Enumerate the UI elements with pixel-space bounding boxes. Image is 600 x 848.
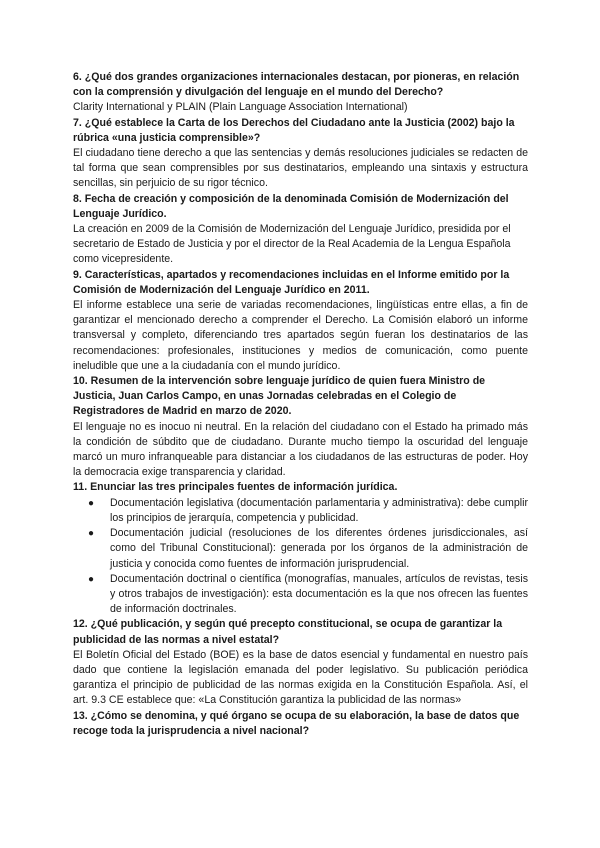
sources-list	[73, 496, 528, 618]
question-6: 6. ¿Qué dos grandes organizaciones internacionales destacan, por pioneras, en relación con la comprensión y divulgación del lenguaje en el mundo del Derecho?	[73, 71, 520, 99]
question-11: 11. Enunciar las tres principales fuentes de información jurídica.	[73, 481, 398, 494]
question-10: 10. Resumen de la intervención sobre lenguaje jurídico de quien fuera Ministro de Justicia, Juan Carlos Campo, en unas Jornadas celebradas en el Colegio de Registradores de Madrid en marzo de 2020.	[73, 375, 486, 418]
question-8: 8. Fecha de creación y composición de la denominada Comisión de Modernización del Lenguaje Jurídico.	[73, 192, 509, 220]
answer-8: La creación en 2009 de la Comisión de Modernización del Lenguaje Jurídico, presidida por el secretario de Estado de Justicia y por el director de la Real Academia de la Lengua Española como vicepresidente.	[73, 223, 511, 266]
answer-7: El ciudadano tiene derecho a que las sentencias y demás resoluciones judiciales se redacten de tal forma que sean comprensibles por sus destinatarios, empleando una sintaxis y estructura sencillas, sin perjuicio de su rigor técnico.	[73, 147, 528, 190]
question-7: 7. ¿Qué establece la Carta de los Derechos del Ciudadano ante la Justicia (2002) bajo la rúbrica «una justicia comprensible»?	[73, 116, 515, 144]
list-item	[88, 496, 528, 526]
answer-12: El Boletín Oficial del Estado (BOE) es la base de datos esencial y fundamental en nuestro país dado que contiene la legislación emanada del poder legislativo. Su publicación periódica garantiza el principio de publicidad de las normas exigida en la Constitución Española. Así, el art. 9.3 CE establece que: «La Constitución garantiza la publicidad de las normas»	[73, 648, 528, 707]
document-body	[73, 70, 528, 739]
question-12: 12. ¿Qué publicación, y según qué precepto constitucional, se ocupa de garantizar la publicidad de las normas a nivel estatal?	[73, 618, 503, 646]
list-item	[88, 526, 528, 572]
list-item-text: Documentación doctrinal o científica (monografías, manuales, artículos de revistas, tesis y otros trabajos de investigación): esta documentación es la que nos ofrecen las fuentes de información doctrinales.	[110, 572, 528, 616]
question-9: 9. Características, apartados y recomendaciones incluidas en el Informe emitido por la Comisión de Modernización del Lenguaje Jurídico en 2011.	[73, 268, 510, 296]
question-13: 13. ¿Cómo se denomina, y qué órgano se ocupa de su elaboración, la base de datos que recoge toda la jurisprudencia a nivel nacional?	[73, 709, 520, 737]
list-item-text: Documentación legislativa (documentación parlamentaria y administrativa): debe cumplir los principios de jerarquía, competencia y publicidad.	[110, 496, 528, 524]
bullet-icon: ●	[88, 497, 95, 509]
answer-10: El lenguaje no es inocuo ni neutral. En la relación del ciudadano con el Estado ha primado más la condición de súbdito que de ciudadano. Durante mucho tiempo la oscuridad del lenguaje marcó un muro infranqueable para distanciar a los ciudadanos de las estructuras de poder. Hoy la democracia exige transparencia y claridad.	[73, 420, 528, 479]
bullet-icon: ●	[88, 528, 95, 540]
answer-6: Clarity International y PLAIN (Plain Language Association International)	[73, 101, 408, 114]
answer-9: El informe establece una serie de variadas recomendaciones, lingüísticas entre ellas, a fin de garantizar el mencionado derecho a comprender el Derecho. La Comisión elaboró un informe transversal y completo, diferenciando tres apartados según fueran los destinatarios de las recomendaciones: profesionales, instituciones y medios de comunicación, como puente ineludible que une a la ciudadanía con el mundo jurídico.	[73, 299, 528, 372]
list-item	[88, 572, 528, 618]
bullet-icon: ●	[88, 573, 95, 585]
list-item-text: Documentación judicial (resoluciones de los diferentes órdenes jurisdiccionales, así como del Tribunal Constitucional): generada por los órganos de la administración de justicia y conocida como fuentes de información jurisprudencial.	[110, 527, 528, 570]
